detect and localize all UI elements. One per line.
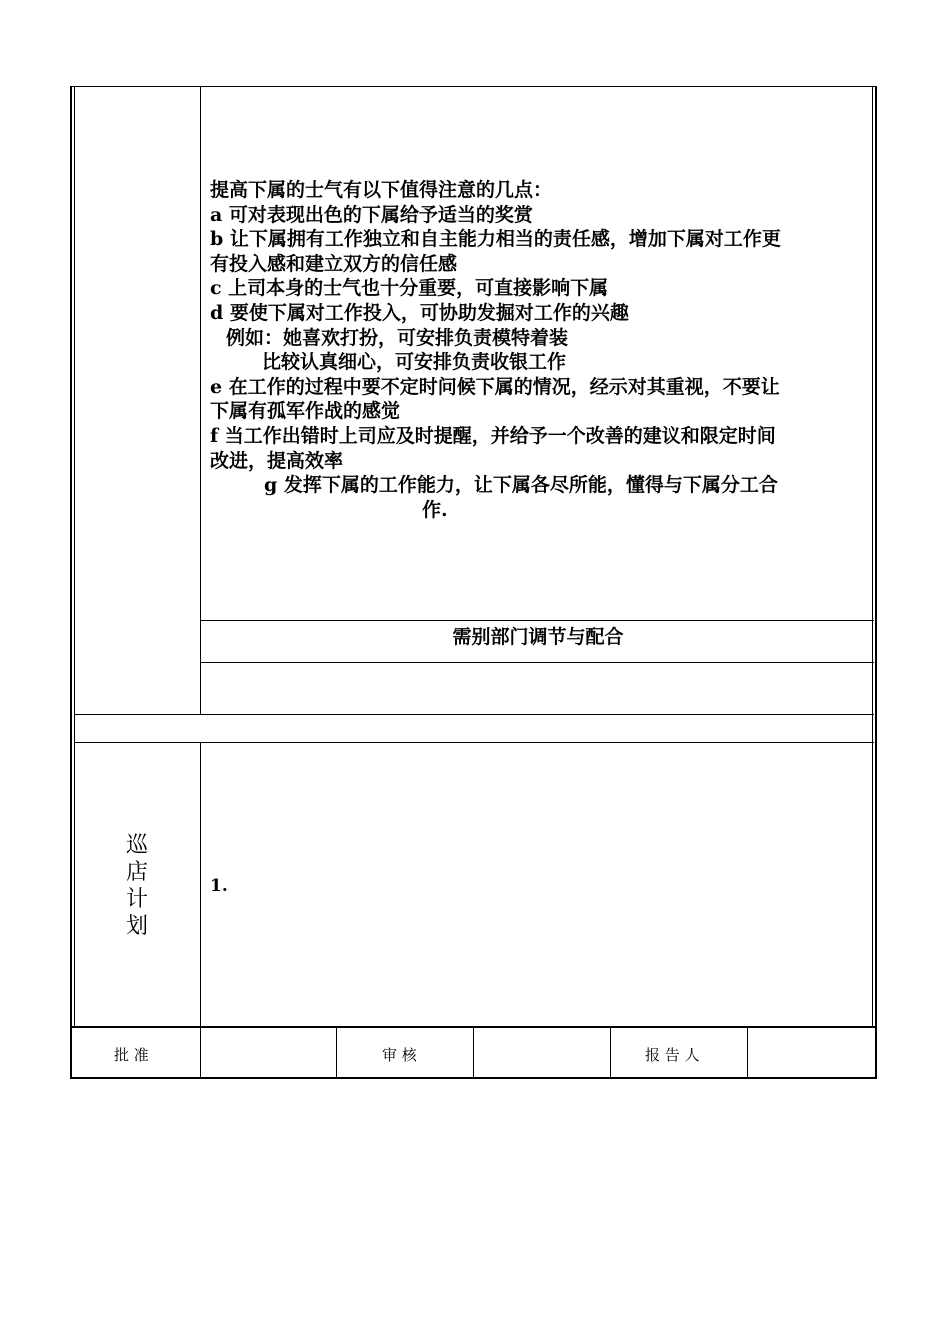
label-char-1: 巡 [125,833,148,858]
spacer-row-bottom [74,742,874,743]
top-border [70,86,877,87]
tip-g-line2: 作. [422,498,448,521]
tip-d-example-1: 例如：她喜欢打扮，可安排负责模特着装 [226,326,569,349]
signature-divider-1 [336,1027,337,1078]
store-visit-plan-label [74,832,200,940]
approve-value-cell[interactable] [201,1028,335,1076]
outer-right-inner-border [872,86,873,1028]
plan-item-1: 1. [210,876,228,896]
coordination-top-border [200,620,874,621]
tip-g-line1: g 发挥下属的工作能力，让下属各尽所能，懂得与下属分工合 [264,474,778,497]
morale-tips-block [210,178,870,522]
tip-e-line2: 下属有孤军作战的感觉 [210,400,401,423]
tip-d: d 要使下属对工作投入，可协助发掘对工作的兴趣 [210,301,629,324]
morale-tips-heading: 提高下属的士气有以下值得注意的几点： [210,179,553,201]
label-char-4: 划 [125,914,148,939]
tip-c: c 上司本身的士气也十分重要，可直接影响下属 [210,277,609,300]
tip-a: a 可对表现出色的下属给予适当的奖赏 [210,203,533,226]
coordination-title: 需别部门调节与配合 [452,626,624,648]
label-char-2: 店 [125,860,148,885]
outer-right-border [875,86,877,1079]
tip-b-line1: b 让下属拥有工作独立和自主能力相当的责任感，增加下属对工作更 [210,228,781,251]
reporter-label: 报 告 人 [645,1046,700,1064]
review-value-cell[interactable] [474,1028,609,1076]
review-label: 审 核 [382,1046,417,1064]
tip-e-line1: e 在工作的过程中要不定时问候下属的情况，经示对其重视，不要让 [210,375,780,398]
coordination-bottom-border [200,662,874,663]
tip-b-line2: 有投入感和建立双方的信任感 [210,252,458,275]
outer-left-border [70,86,72,1079]
approve-label: 批 准 [114,1046,149,1064]
label-char-3: 计 [125,887,148,912]
signature-divider-3 [610,1027,611,1078]
spacer-row-top [74,714,874,715]
tip-f-line2: 改进，提高效率 [210,449,344,472]
reporter-value-cell[interactable] [748,1028,874,1076]
tip-d-example-2: 比较认真细心，可安排负责收银工作 [262,351,567,374]
tip-f-line1: f 当工作出错时上司应及时提醒，并给予一个改善的建议和限定时间 [210,424,776,447]
